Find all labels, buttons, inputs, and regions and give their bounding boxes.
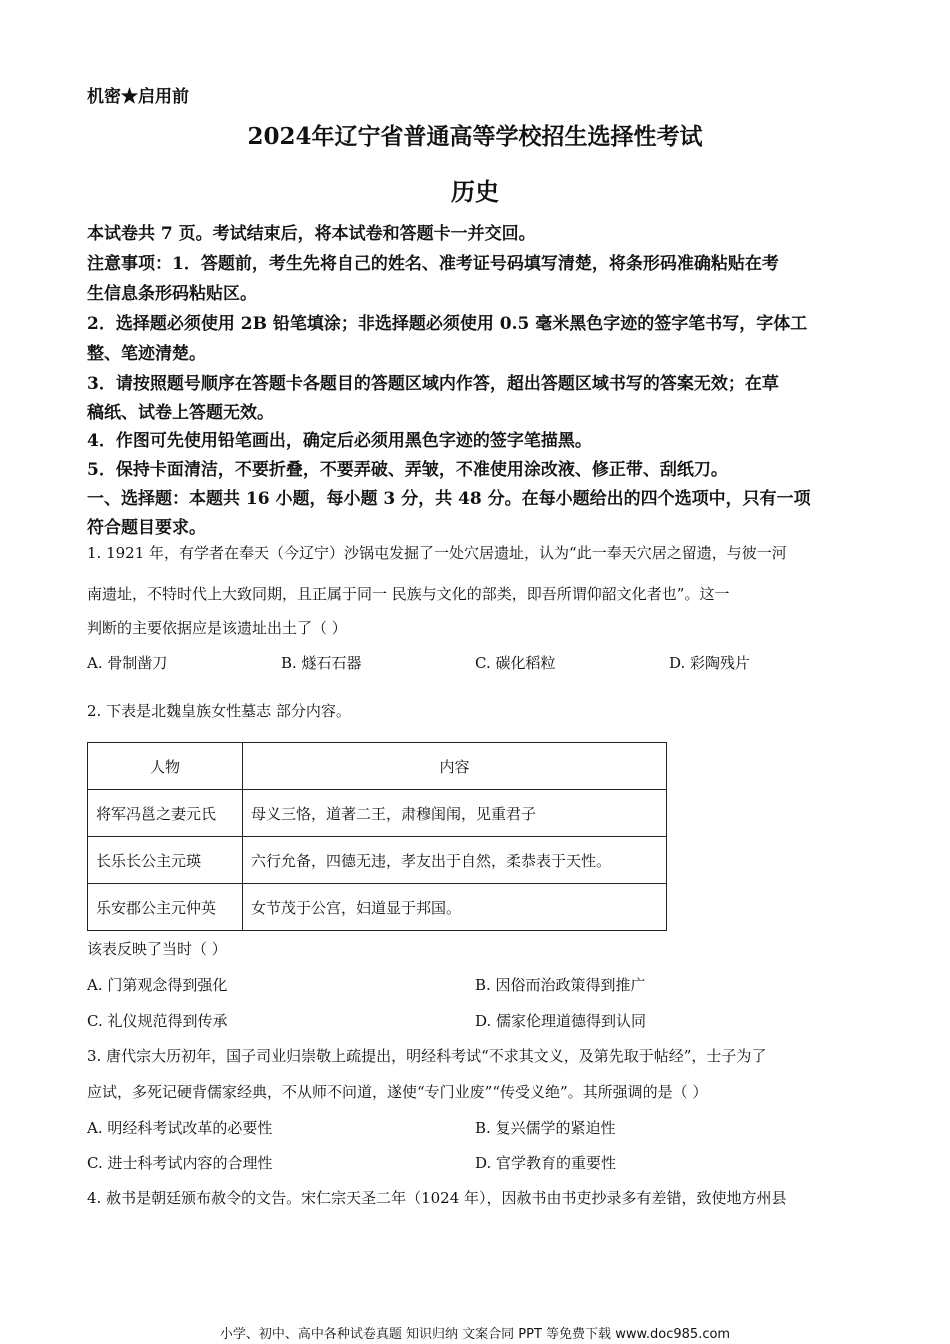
table-cell: 将军冯邕之妻元氏	[88, 790, 243, 837]
note-line: 5．保持卡面清洁，不要折叠，不要弄破、弄皱，不准使用涂改液、修正带、刮纸刀。	[87, 460, 728, 480]
question-2-intro: 2. 下表是北魏皇族女性墓志 部分内容。	[87, 702, 351, 720]
note-line: 注意事项：1．答题前，考生先将自己的姓名、准考证号码填写清楚，将条形码准确粘贴在考	[87, 254, 779, 274]
subject-title: 历史	[451, 177, 499, 206]
option-c: C. 碳化稻粒	[475, 654, 556, 672]
question-4-text: 4. 赦书是朝廷颁布赦令的文告。宋仁宗天圣二年（1024 年），因赦书由书吏抄录多有差错，致使地方州县	[87, 1189, 787, 1207]
option-b: B. 因俗而治政策得到推广	[475, 976, 646, 994]
note-line: 4．作图可先使用铅笔画出，确定后必须用黑色字迹的签字笔描黑。	[87, 431, 592, 451]
question-2-stem: 该表反映了当时（ ）	[87, 940, 227, 958]
table-cell: 母义三恪，道著二王，肃穆闺闱，见重君子	[243, 790, 667, 837]
note-line: 整、笔迹清楚。	[87, 344, 206, 364]
note-line: 生信息条形码粘贴区。	[87, 284, 257, 304]
option-a: A. 门第观念得到强化	[87, 976, 228, 994]
question-1-text: 1. 1921 年，有学者在奉天（今辽宁）沙锅屯发掘了一处穴居遗址，认为“此一奉天穴居之留遗，与彼一河	[87, 544, 787, 562]
epitaph-table	[87, 742, 667, 931]
option-d: D. 彩陶残片	[669, 654, 751, 672]
note-line: 2．选择题必须使用 2B 铅笔填涂；非选择题必须使用 0.5 毫米黑色字迹的签字笔书写，字体工	[87, 314, 808, 334]
table-cell: 长乐长公主元瑛	[88, 837, 243, 884]
confidential-label: 机密★启用前	[87, 87, 189, 107]
option-d: D. 儒家伦理道德得到认同	[475, 1012, 647, 1030]
table-row	[88, 884, 667, 931]
question-1-text: 判断的主要依据应是该遗址出土了（ ）	[87, 619, 347, 637]
section-heading: 一、选择题：本题共 16 小题，每小题 3 分，共 48 分。在每小题给出的四个选项中，只有一项	[87, 489, 811, 509]
table-header: 人物	[88, 743, 243, 790]
question-3-text: 3. 唐代宗大历初年，国子司业归崇敬上疏提出，明经科考试“不求其文义，及第先取于帖经”，士子为了	[87, 1047, 767, 1065]
table-header-row	[88, 743, 667, 790]
page-footer: 小学、初中、高中各种试卷真题 知识归纳 文案合同 PPT 等免费下载 www.doc985.com	[219, 1327, 731, 1342]
option-a: A. 明经科考试改革的必要性	[87, 1119, 273, 1137]
section-heading: 符合题目要求。	[87, 518, 206, 538]
table-cell: 乐安郡公主元仲英	[88, 884, 243, 931]
exam-title: 2024年辽宁省普通高等学校招生选择性考试	[247, 123, 703, 150]
option-d: D. 官学教育的重要性	[475, 1154, 617, 1172]
option-b: B. 复兴儒学的紧迫性	[475, 1119, 616, 1137]
note-line: 稿纸、试卷上答题无效。	[87, 403, 274, 423]
table-header: 内容	[243, 743, 667, 790]
table-row	[88, 837, 667, 884]
note-line: 本试卷共 7 页。考试结束后，将本试卷和答题卡一并交回。	[87, 224, 536, 244]
option-c: C. 进士科考试内容的合理性	[87, 1154, 273, 1172]
note-line: 3．请按照题号顺序在答题卡各题目的答题区域内作答，超出答题区域书写的答案无效；在草	[87, 374, 779, 394]
question-1-text: 南遗址，不特时代上大致同期，且正属于同一 民族与文化的部类，即吾所谓仰韶文化者也”。这一	[87, 585, 730, 603]
option-c: C. 礼仪规范得到传承	[87, 1012, 228, 1030]
table-cell: 六行允备，四德无违，孝友出于自然，柔恭表于天性。	[243, 837, 667, 884]
question-3-text: 应试，多死记硬背儒家经典，不从师不问道，遂使“专门业废”“传受义绝”。其所强调的是（ ）	[87, 1083, 708, 1101]
table-row	[88, 790, 667, 837]
option-b: B. 燧石石器	[281, 654, 362, 672]
table-cell: 女节茂于公宫，妇道显于邦国。	[243, 884, 667, 931]
option-a: A. 骨制凿刀	[87, 654, 168, 672]
